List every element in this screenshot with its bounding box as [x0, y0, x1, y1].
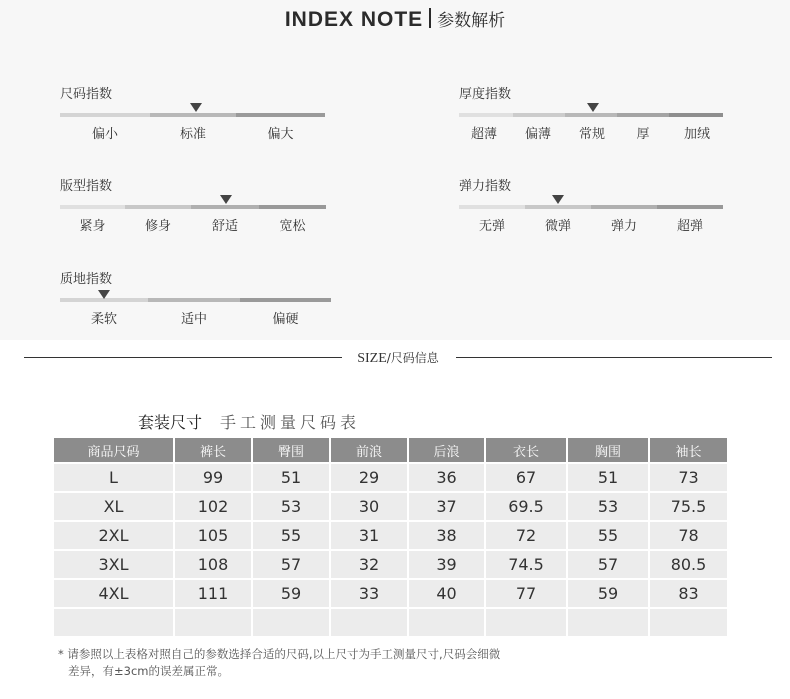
- table-cell: 38: [409, 522, 484, 549]
- elasticity-label: 无弹: [478, 219, 505, 234]
- table-cell: [409, 609, 484, 636]
- fit-label: 宽松: [279, 219, 306, 234]
- table-cell: 80.5: [650, 551, 727, 578]
- table-cell: 29: [331, 464, 407, 491]
- table-cell: 33: [331, 580, 407, 607]
- divider-label-en: SIZE: [357, 351, 387, 366]
- table-cell: 36: [409, 464, 484, 491]
- elasticity-index-marker: [552, 195, 564, 204]
- table-cell: [175, 609, 251, 636]
- table-cell: 3XL: [54, 551, 173, 578]
- thickness-index-marker: [587, 103, 599, 112]
- elasticity-index-title: 弹力指数: [459, 179, 512, 194]
- table-header-row: [54, 438, 727, 462]
- texture-label: 适中: [180, 312, 207, 327]
- size-index-labels: [60, 123, 325, 142]
- table-row-empty: [54, 609, 727, 636]
- size-label: 偏大: [267, 127, 294, 142]
- table-cell: 31: [331, 522, 407, 549]
- table-cell: 57: [568, 551, 648, 578]
- table-row: [54, 551, 727, 578]
- divider-label-zh: 尺码信息: [390, 351, 439, 365]
- elasticity-index: [459, 175, 729, 235]
- table-row: [54, 522, 727, 549]
- table-cell: [54, 609, 173, 636]
- table-cell: 77: [486, 580, 566, 607]
- header-title-zh: 参数解析: [437, 11, 506, 31]
- table-cell: [331, 609, 407, 636]
- table-cell: 51: [253, 464, 329, 491]
- elasticity-index-bar: [459, 205, 723, 209]
- table-header-cell: 后浪: [409, 438, 484, 462]
- table-cell: 55: [568, 522, 648, 549]
- table-cell: 102: [175, 493, 251, 520]
- fit-index: [60, 175, 330, 235]
- fit-label: 修身: [144, 219, 171, 234]
- thickness-index-bar: [459, 113, 723, 117]
- texture-index-marker: [98, 290, 110, 299]
- texture-index: [60, 268, 335, 328]
- page-header: [0, 6, 790, 32]
- texture-label: 偏硬: [272, 312, 299, 327]
- fit-index-marker: [220, 195, 232, 204]
- table-header-cell: 前浪: [331, 438, 407, 462]
- fit-index-labels: [60, 215, 326, 234]
- table-cell: L: [54, 464, 173, 491]
- table-cell: 39: [409, 551, 484, 578]
- texture-label: 柔软: [90, 312, 117, 327]
- table-header-cell: 衣长: [486, 438, 566, 462]
- fit-label: 紧身: [79, 219, 106, 234]
- table-cell: 57: [253, 551, 329, 578]
- table-cell: 59: [253, 580, 329, 607]
- size-note: [58, 646, 500, 680]
- table-header-cell: 裤长: [175, 438, 251, 462]
- table-cell: 111: [175, 580, 251, 607]
- table-cell: 83: [650, 580, 727, 607]
- table-cell: 74.5: [486, 551, 566, 578]
- texture-index-labels: [60, 308, 331, 327]
- table-header-cell: 袖长: [650, 438, 727, 462]
- size-label: 标准: [179, 127, 206, 142]
- size-divider: [24, 349, 772, 367]
- thickness-index-labels: [459, 123, 725, 142]
- divider-label: [24, 349, 772, 367]
- table-cell: [568, 609, 648, 636]
- header-separator: [429, 8, 431, 28]
- table-cell: 73: [650, 464, 727, 491]
- thickness-label: 加绒: [683, 127, 710, 142]
- thickness-index-title: 厚度指数: [459, 87, 512, 102]
- table-cell: 32: [331, 551, 407, 578]
- table-cell: 78: [650, 522, 727, 549]
- table-cell: 69.5: [486, 493, 566, 520]
- table-header-cell: 商品尺码: [54, 438, 173, 462]
- thickness-label: 厚: [636, 127, 650, 142]
- elasticity-label: 微弹: [544, 219, 571, 234]
- texture-index-title: 质地指数: [60, 272, 113, 287]
- table-row: [54, 464, 727, 491]
- table-cell: 37: [409, 493, 484, 520]
- fit-label: 舒适: [211, 219, 238, 234]
- table-cell: 30: [331, 493, 407, 520]
- size-note-line1: * 请参照以上表格对照自己的参数选择合适的尺码,以上尺寸为手工测量尺寸,尺码会细微: [58, 647, 501, 661]
- table-cell: 67: [486, 464, 566, 491]
- header-title-en: INDEX NOTE: [284, 8, 424, 31]
- fit-index-title: 版型指数: [60, 179, 113, 194]
- table-cell: 55: [253, 522, 329, 549]
- size-index-bar: [60, 113, 325, 117]
- table-cell: 40: [409, 580, 484, 607]
- table-cell: 4XL: [54, 580, 173, 607]
- size-label: 偏小: [91, 127, 118, 142]
- table-header-cell: 胸围: [568, 438, 648, 462]
- table-cell: 75.5: [650, 493, 727, 520]
- thickness-index: [459, 83, 729, 143]
- thickness-label: 偏薄: [524, 127, 551, 142]
- table-row: [54, 580, 727, 607]
- table-title-sub: 手工测量尺码表: [220, 413, 361, 432]
- table-cell: 53: [568, 493, 648, 520]
- table-cell: 59: [568, 580, 648, 607]
- size-index: [60, 83, 330, 143]
- table-cell: [486, 609, 566, 636]
- table-cell: 105: [175, 522, 251, 549]
- size-table: [52, 436, 729, 638]
- size-index-marker: [190, 103, 202, 112]
- table-cell: 51: [568, 464, 648, 491]
- table-cell: XL: [54, 493, 173, 520]
- size-note-line2: 差异，有±3cm的误差属正常。: [68, 664, 229, 678]
- elasticity-index-labels: [459, 215, 723, 234]
- divider-label-slash: /: [386, 351, 391, 365]
- table-cell: [650, 609, 727, 636]
- table-title: [138, 410, 360, 433]
- table-cell: 72: [486, 522, 566, 549]
- elasticity-label: 弹力: [610, 219, 637, 234]
- thickness-label: 常规: [578, 127, 605, 142]
- table-cell: 53: [253, 493, 329, 520]
- table-cell: 108: [175, 551, 251, 578]
- fit-index-bar: [60, 205, 326, 209]
- thickness-label: 超薄: [470, 127, 497, 142]
- table-cell: [253, 609, 329, 636]
- table-header-cell: 臀围: [253, 438, 329, 462]
- size-index-title: 尺码指数: [60, 87, 113, 102]
- table-row: [54, 493, 727, 520]
- elasticity-label: 超弹: [676, 219, 703, 234]
- table-title-main: 套装尺寸: [138, 413, 203, 432]
- table-cell: 99: [175, 464, 251, 491]
- table-cell: 2XL: [54, 522, 173, 549]
